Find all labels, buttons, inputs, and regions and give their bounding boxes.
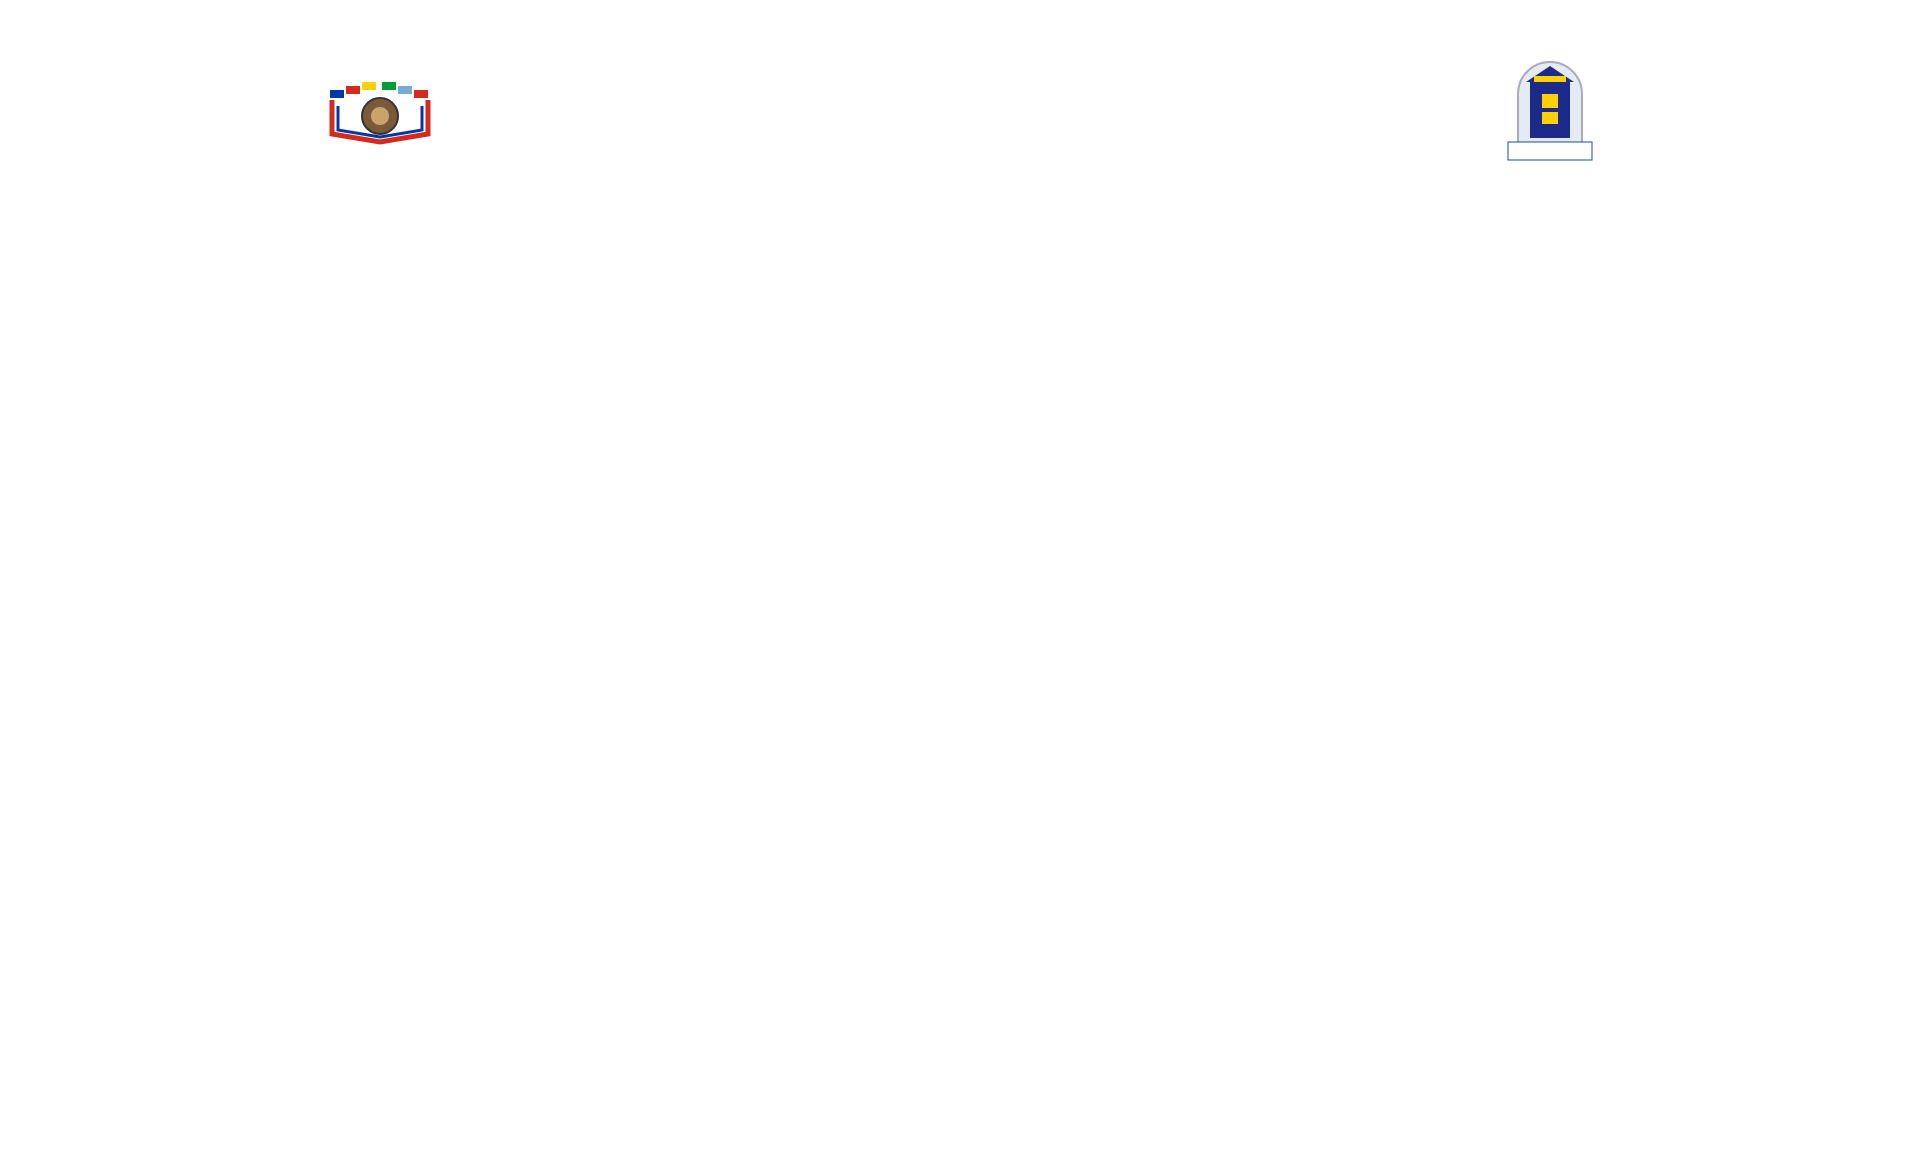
faculty-logo [1490,32,1610,164]
upe-logo [310,38,450,166]
